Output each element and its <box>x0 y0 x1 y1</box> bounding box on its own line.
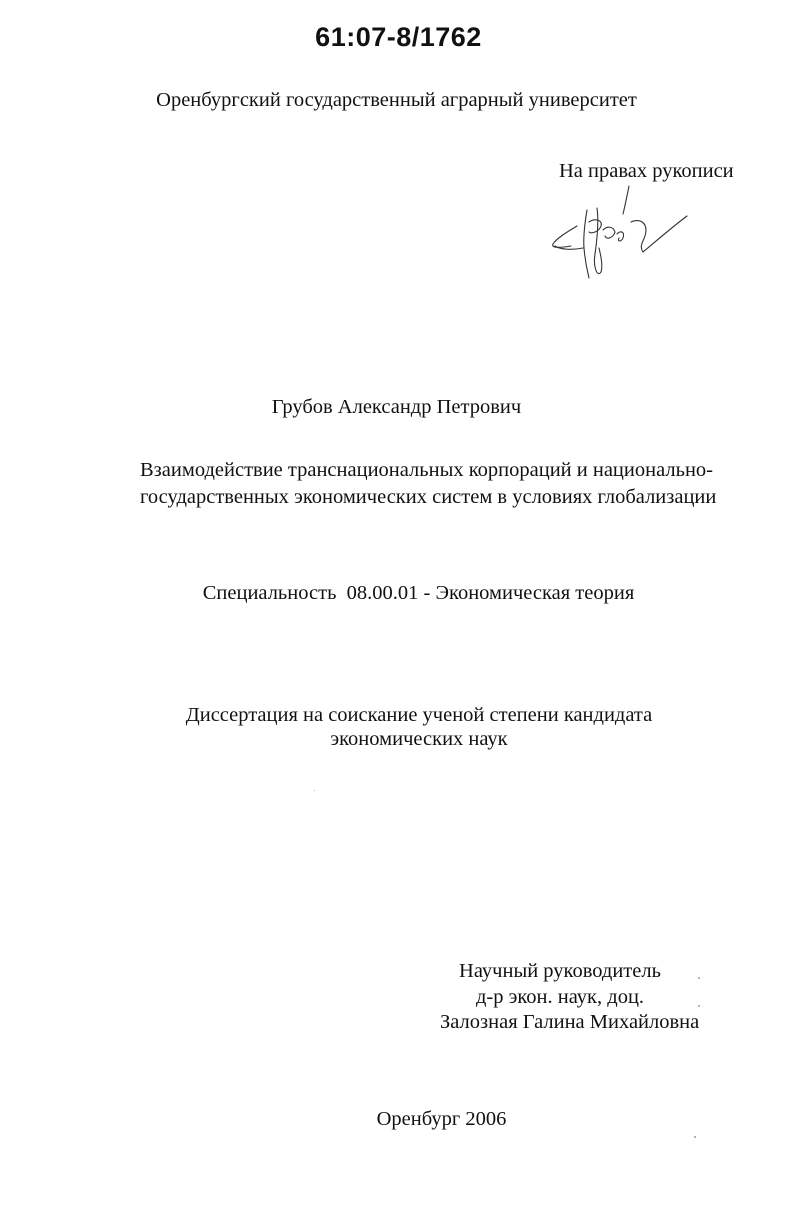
handwritten-signature <box>543 182 693 282</box>
dissertation-title <box>140 457 717 511</box>
scan-speck <box>698 1005 700 1007</box>
city-and-year: Оренбург 2006 <box>376 1108 507 1130</box>
title-line: государственных экономических систем в условиях глобализации <box>140 486 717 508</box>
title-line: Взаимодействие транснациональных корпораций и национально- <box>140 459 713 481</box>
degree-statement <box>180 703 658 751</box>
catalog-number: 61:07-8/1762 <box>315 22 482 52</box>
scan-speck <box>698 977 700 979</box>
degree-line: экономических наук <box>330 728 508 750</box>
author-name: Грубов Александр Петрович <box>271 396 522 418</box>
scientific-advisor-block <box>440 959 700 1036</box>
advisor-credentials: д-р экон. наук, доц. <box>475 985 645 1008</box>
scan-speck <box>314 790 315 791</box>
advisor-name: Залозная Галина Михайловна <box>440 1011 700 1033</box>
manuscript-rights-note: На правах рукописи <box>559 160 734 182</box>
advisor-role: Научный руководитель <box>459 960 661 982</box>
scan-speck <box>694 1136 696 1138</box>
specialty-line: Специальность 08.00.01 - Экономическая теория <box>202 582 635 604</box>
degree-line: Диссертация на соискание ученой степени кандидата <box>185 704 653 726</box>
university-name: Оренбургский государственный аграрный университет <box>156 89 637 111</box>
